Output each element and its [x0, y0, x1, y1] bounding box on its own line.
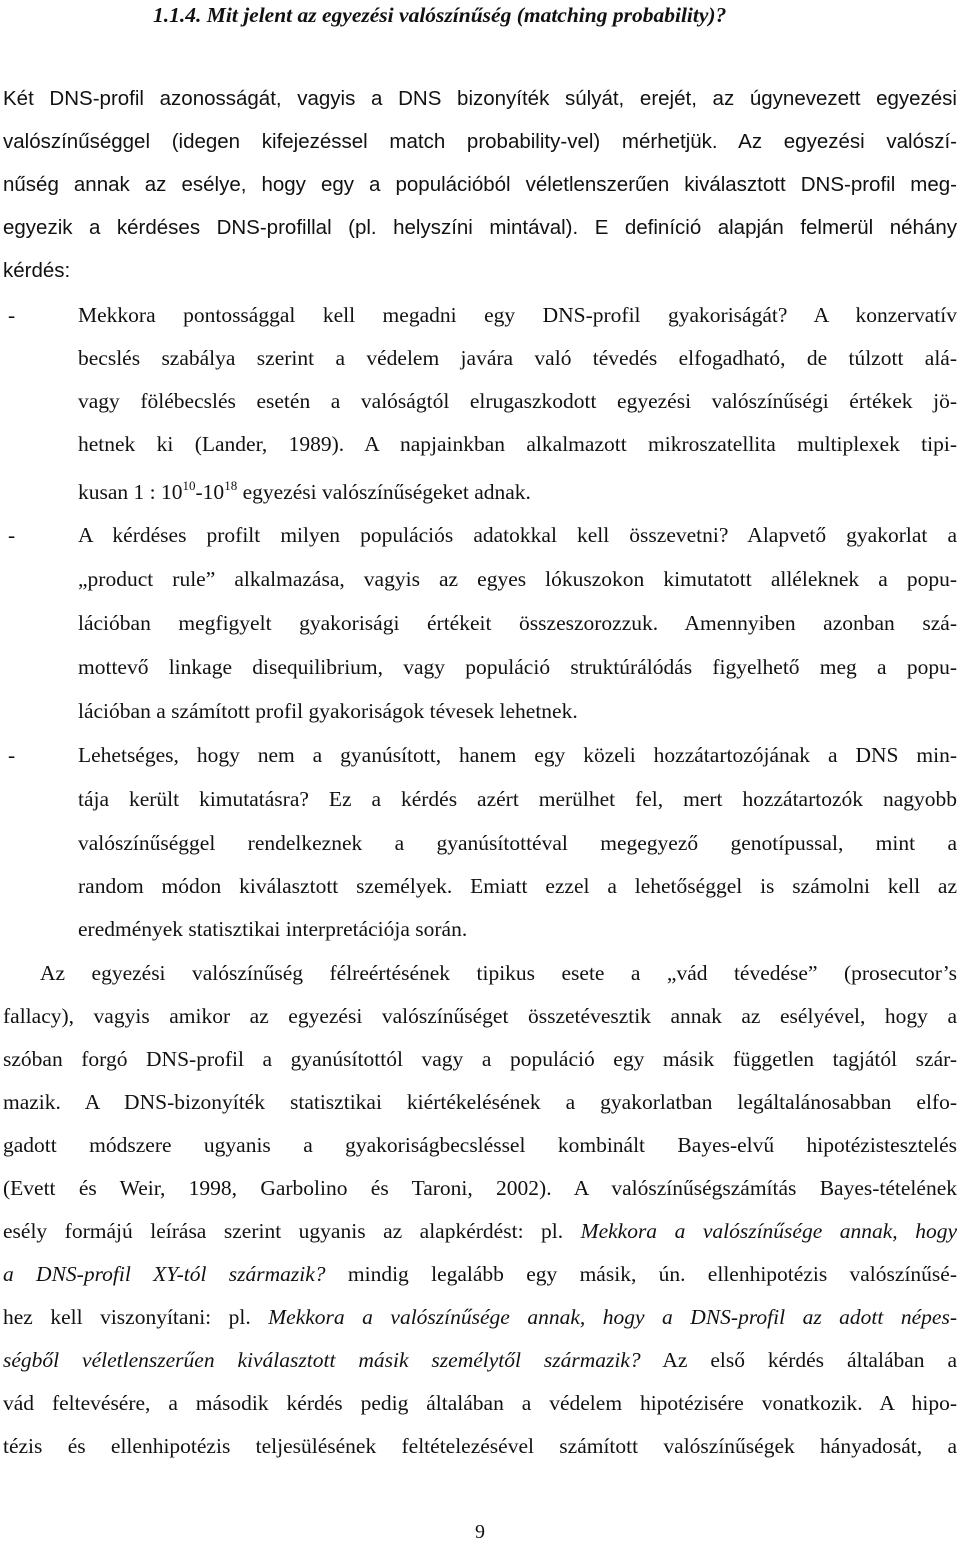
bullet-3-line-1: Lehetséges, hogy nem a gyanúsított, hanem egy közeli hozzátartozójának a DNS min-	[78, 743, 957, 767]
bullet-1-dash: -	[8, 303, 16, 327]
para2-line-5: gadott módszere ugyanis a gyakoriságbecsléssel kombinált Bayes-elvű hipotézistesztelés	[3, 1133, 957, 1157]
page-number: 9	[475, 1521, 485, 1543]
para2-line-6: (Evett és Weir, 1998, Garbolino és Taroni, 2002). A valószínűségszámítás Bayes-tételének	[3, 1176, 957, 1200]
para2-line-8-italic: a DNS-profil XY-tól származik?	[3, 1262, 326, 1286]
bullet-3-line-3: valószínűséggel rendelkeznek a gyanúsítottéval megegyező genotípussal, mint a	[78, 831, 957, 855]
bullet-3-line-5: eredmények statisztikai interpretációja során.	[78, 917, 468, 941]
para1-line-4: egyezik a kérdéses DNS-profillal (pl. helyszíni mintával). E definíció alapján felmerül néhány	[3, 216, 957, 239]
para2-line-1: Az egyezési valószínűség félreértésének tipikus esete a „vád tévedése” (prosecutor’s	[40, 961, 957, 985]
para2-line-8-b: mindig legalább egy másik, ún. ellenhipotézis valószínűsé-	[325, 1262, 957, 1286]
para1-line-3: nűség annak az esélye, hogy egy a populációból véletlenszerűen kiválasztott DNS-profil meg-	[3, 173, 957, 196]
section-heading: 1.1.4. Mit jelent az egyezési valószínűség (matching probability)?	[153, 3, 727, 27]
para2-line-12: tézis és ellenhipotézis teljesülésének feltételezésével számított valószínűségek hányadosát, a	[3, 1434, 957, 1458]
para2-line-7	[3, 1216, 957, 1246]
para2-line-10-italic: ségből véletlenszerűen kiválasztott másik személytől származik?	[3, 1348, 641, 1372]
para2-line-10-b: Az első kérdés általában a	[640, 1348, 957, 1372]
para2-line-9-a: hez kell viszonyítani: pl.	[3, 1305, 269, 1329]
bullet-3-line-2: tája került kimutatásra? Ez a kérdés azért merülhet fel, mert hozzátartozók nagyobb	[78, 787, 957, 811]
bullet-1-line-5-c: egyezési valószínűségeket adnak.	[237, 480, 531, 504]
para2-line-7-a: esély formájú leírása szerint ugyanis az alapkérdést: pl.	[3, 1219, 581, 1243]
bullet-1-line-5-a: kusan 1 : 10	[78, 480, 183, 504]
bullet-2-line-5: lációban a számított profil gyakoriságok tévesek lehetnek.	[78, 699, 578, 723]
bullet-1-line-4: hetnek ki (Lander, 1989). A napjainkban alkalmazott mikroszatellita multiplexek tipi-	[78, 432, 957, 456]
bullet-2-dash: -	[8, 523, 16, 547]
bullet-3-line-4: random módon kiválasztott személyek. Emiatt ezzel a lehetőséggel is számolni kell az	[78, 874, 957, 898]
para1-line-2: valószínűséggel (idegen kifejezéssel match probability-vel) mérhetjük. Az egyezési valószí-	[3, 130, 957, 153]
bullet-1-line-5	[78, 477, 957, 507]
bullet-2-line-1: A kérdéses profilt milyen populációs adatokkal kell összevetni? Alapvető gyakorlat a	[78, 523, 957, 547]
para2-line-4: mazik. A DNS-bizonyíték statisztikai kiértékelésének a gyakorlatban legáltalánosabban elfo-	[3, 1090, 957, 1114]
bullet-3-dash: -	[8, 743, 16, 767]
bullet-2-line-3: lációban megfigyelt gyakorisági értékeit összeszorozzuk. Amennyiben azonban szá-	[78, 611, 957, 635]
para1-line-5: kérdés:	[3, 259, 71, 282]
bullet-1-line-3: vagy fölébecslés esetén a valóságtól elrugaszkodott egyezési valószínűségi értékek jö-	[78, 389, 957, 413]
bullet-1-line-1: Mekkora pontossággal kell megadni egy DNS-profil gyakoriságát? A konzervatív	[78, 303, 957, 327]
para2-line-8	[3, 1259, 957, 1289]
para1-line-1: Két DNS-profil azonosságát, vagyis a DNS bizonyíték súlyát, erejét, az úgynevezett egyezési	[3, 87, 957, 110]
exponent-1: 10	[182, 478, 196, 493]
exponent-2: 18	[224, 478, 238, 493]
para2-line-2: fallacy), vagyis amikor az egyezési valószínűséget összetévesztik annak az esélyével, hogy a	[3, 1004, 957, 1028]
para2-line-10	[3, 1345, 957, 1375]
bullet-2-line-4: mottevő linkage disequilibrium, vagy populáció struktúrálódás figyelhető meg a popu-	[78, 655, 957, 679]
para2-line-9-italic: Mekkora a valószínűsége annak, hogy a DNS-profil az adott népes-	[268, 1305, 957, 1329]
para2-line-3: szóban forgó DNS-profil a gyanúsítottól vagy a populáció egy másik független tagjától szár-	[3, 1047, 957, 1071]
para2-line-11: vád feltevésére, a második kérdés pedig általában a védelem hipotézisére vonatkozik. A hipo-	[3, 1391, 957, 1415]
bullet-1-line-2: becslés szabálya szerint a védelem javára való tévedés elfogadható, de túlzott alá-	[78, 346, 957, 370]
para2-line-9	[3, 1302, 957, 1332]
bullet-2-line-2: „product rule” alkalmazása, vagyis az egyes lókuszokon kimutatott alléleknek a popu-	[78, 567, 957, 591]
bullet-1-line-5-b: -10	[195, 480, 225, 504]
para2-line-7-italic: Mekkora a valószínűsége annak, hogy	[580, 1219, 957, 1243]
